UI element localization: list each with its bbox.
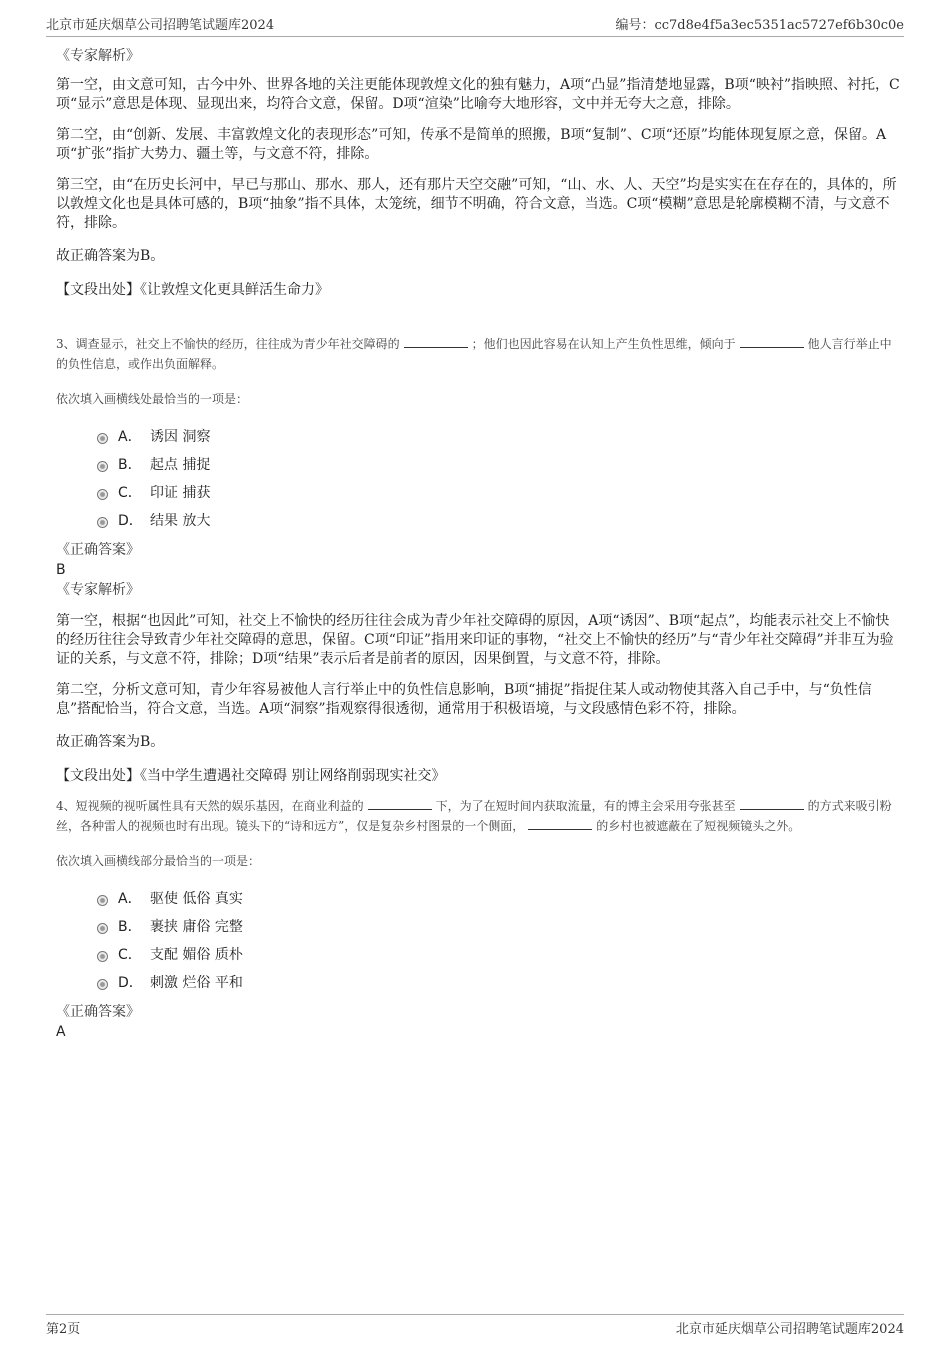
question-prompt: 依次填入画横线部分最恰当的一项是： bbox=[56, 854, 261, 868]
stem-text: 的乡村也被遮蔽在了短视频镜头之外。 bbox=[596, 819, 801, 833]
answer-label: 《正确答案》 bbox=[56, 542, 140, 558]
radio-icon[interactable] bbox=[97, 461, 108, 472]
answer-label: 《正确答案》 bbox=[56, 1004, 140, 1020]
correct-answer: B bbox=[56, 562, 66, 578]
fill-blank bbox=[368, 797, 432, 810]
document-code: 编号：cc7d8e4f5a3ec5351ac5727ef6b30c0e bbox=[615, 18, 904, 33]
question-prompt: 依次填入画横线处最恰当的一项是： bbox=[56, 392, 249, 406]
stem-text: 下，为了在短时间内获取流量，有的博主会采用夸张甚至 bbox=[435, 799, 736, 813]
header-title: 北京市延庆烟草公司招聘笔试题库2024 bbox=[46, 18, 275, 33]
fill-blank bbox=[404, 335, 468, 348]
option-a[interactable]: A． 诱因 洞察 bbox=[97, 422, 900, 450]
analysis-label: 《专家解析》 bbox=[56, 48, 140, 64]
analysis-label: 《专家解析》 bbox=[56, 582, 140, 598]
page-number: 第2页 bbox=[46, 1322, 81, 1337]
option-d[interactable]: D． 结果 放大 bbox=[97, 506, 900, 534]
correct-answer: A bbox=[56, 1024, 66, 1040]
stem-text: 3、调查显示，社交上不愉快的经历，往往成为青少年社交障碍的 bbox=[56, 337, 400, 351]
option-b[interactable]: B． 裹挟 庸俗 完整 bbox=[97, 912, 900, 940]
analysis-paragraph: 第三空，由“在历史长河中，早已与那山、那水、那人，还有那片天空交融”可知，“山、水、人、天空”均是实实在在存在的，具体的，所以敦煌文化也是具体可感的，B项“抽象”指不具体，太笼统，细节不明确，符合文意，当选。C项“模糊”意思是轮廓模糊不清，与文意不符，排除。 bbox=[56, 177, 897, 231]
radio-icon[interactable] bbox=[97, 433, 108, 444]
answer-conclusion: 故正确答案为B。 bbox=[56, 734, 165, 750]
radio-icon[interactable] bbox=[97, 895, 108, 906]
stem-text: 的方式来吸引粉丝，各种雷人的视频也时有出现。镜头下的“诗和远方”，仅是复杂乡村图景的一个侧面， bbox=[56, 799, 892, 833]
option-a[interactable]: A． 驱使 低俗 真实 bbox=[97, 884, 900, 912]
stem-text: ；他们也因此容易在认知上产生负性思维，倾向于 bbox=[471, 337, 736, 351]
question-stem bbox=[56, 334, 900, 374]
page-footer bbox=[46, 1314, 904, 1337]
option-c[interactable]: C． 支配 媚俗 质朴 bbox=[97, 940, 900, 968]
analysis-paragraph: 第一空，由文意可知，古今中外、世界各地的关注更能体现敦煌文化的独有魅力，A项“凸显”指清楚地显露，B项“映衬”指映照、衬托，C项“显示”意思是体现、显现出来，均符合文意，保留。D项“渲染”比喻夸大地形容，文中并无夸大之意，排除。 bbox=[56, 77, 900, 112]
fill-blank bbox=[528, 817, 592, 830]
passage-source: 【文段出处】《让敦煌文化更具鲜活生命力》 bbox=[56, 282, 329, 298]
option-list bbox=[56, 884, 900, 996]
option-b[interactable]: B． 起点 捕捉 bbox=[97, 450, 900, 478]
option-c[interactable]: C． 印证 捕获 bbox=[97, 478, 900, 506]
page-header bbox=[46, 14, 904, 37]
radio-icon[interactable] bbox=[97, 489, 108, 500]
radio-icon[interactable] bbox=[97, 923, 108, 934]
radio-icon[interactable] bbox=[97, 979, 108, 990]
analysis-paragraph: 第二空，由“创新、发展、丰富敦煌文化的表现形态”可知，传承不是简单的照搬，B项“复制”、C项“还原”均能体现复原之意，保留。A项“扩张”指扩大势力、疆土等，与文意不符，排除。 bbox=[56, 127, 887, 162]
answer-conclusion: 故正确答案为B。 bbox=[56, 248, 165, 264]
footer-title: 北京市延庆烟草公司招聘笔试题库2024 bbox=[675, 1322, 904, 1337]
fill-blank bbox=[740, 335, 804, 348]
question-stem bbox=[56, 796, 900, 836]
radio-icon[interactable] bbox=[97, 951, 108, 962]
fill-blank bbox=[740, 797, 804, 810]
analysis-paragraph: 第一空，根据“也因此”可知，社交上不愉快的经历往往会成为青少年社交障碍的原因，A项“诱因”、B项“起点”，均能表示社交上不愉快的经历往往会导致青少年社交障碍的意思，保留。C项“印证”指用来印证的事物，“社交上不愉快的经历”与“青少年社交障碍”并非互为验证的关系，与文意不符，排除；D项“结果”表示后者是前者的原因，因果倒置，与文意不符，排除。 bbox=[56, 613, 894, 667]
page-content bbox=[56, 46, 900, 1042]
radio-icon[interactable] bbox=[97, 517, 108, 528]
stem-text: 4、短视频的视听属性具有天然的娱乐基因，在商业利益的 bbox=[56, 799, 364, 813]
option-list bbox=[56, 422, 900, 534]
analysis-paragraph: 第二空，分析文意可知，青少年容易被他人言行举止中的负性信息影响，B项“捕捉”指捉住某人或动物使其落入自己手中，与“负性信息”搭配恰当，符合文意，当选。A项“洞察”指观察得很透彻，通常用于积极语境，与文段感情色彩不符，排除。 bbox=[56, 682, 872, 717]
option-d[interactable]: D． 刺激 烂俗 平和 bbox=[97, 968, 900, 996]
passage-source: 【文段出处】《当中学生遭遇社交障碍 别让网络削弱现实社交》 bbox=[56, 768, 446, 784]
stem-text: 他人言行举止中的负性信息，或作出负面解释。 bbox=[56, 337, 892, 371]
